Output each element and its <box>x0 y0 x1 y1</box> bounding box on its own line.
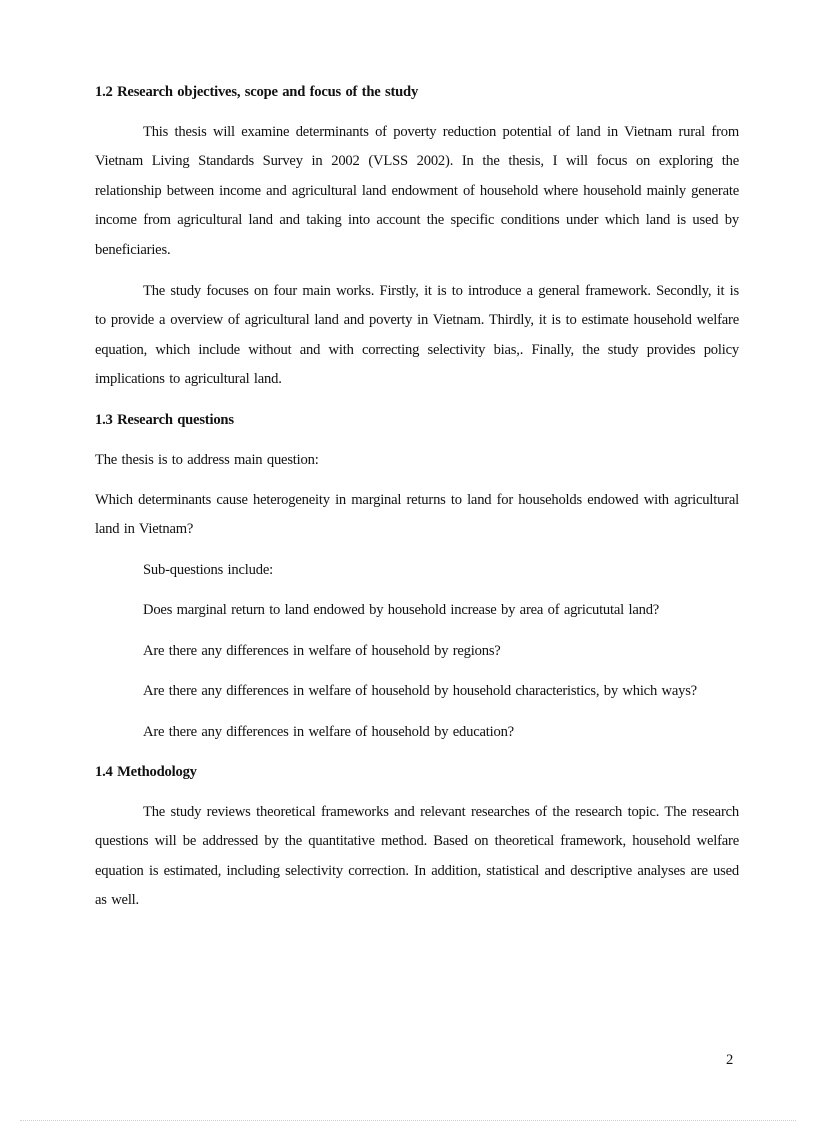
paragraph-questions-intro: The thesis is to address main question: <box>95 451 319 468</box>
sub-question-item: Are there any differences in welfare of household by education? <box>143 723 514 740</box>
paragraph-works: The study focuses on four main works. Firstly, it is to introduce a general framework. Secondly, it is to provide a overview of agricultural land and poverty in Vietnam. Thirdly, it is to estimate household welfare equation, which include without and with correcting selectivity bias,. Finally, the study provides policy implications to agricultural land. <box>95 283 739 388</box>
sub-question-item: Are there any differences in welfare of household by regions? <box>143 642 501 659</box>
paragraph-methodology: The study reviews theoretical frameworks and relevant researches of the research topic. The research questions will be addressed by the quantitative method. Based on theoretical framework, household welfare equation is estimated, including selectivity correction. In addition, statistical and descriptive analyses are used as well. <box>95 803 739 909</box>
sub-question-item: Are there any differences in welfare of household by household characteristics, by which ways? <box>143 683 697 700</box>
page-number: 2 <box>726 1052 734 1068</box>
page-bottom-divider <box>20 1120 796 1121</box>
section-heading-research-questions: 1.3 Research questions <box>95 411 234 428</box>
section-heading-objectives: 1.2 Research objectives, scope and focus of the study <box>95 84 419 100</box>
sub-question-item: Does marginal return to land endowed by household increase by area of agricututal land? <box>143 602 660 619</box>
paragraph-sub-questions-intro: Sub-questions include: <box>143 561 273 578</box>
section-heading-methodology: 1.4 Methodology <box>95 763 197 780</box>
paragraph-main-question: Which determinants cause heterogeneity in marginal returns to land for households endowed with agricultural land in Vietnam? <box>95 492 739 538</box>
page-content <box>95 78 739 916</box>
paragraph-objectives: This thesis will examine determinants of poverty reduction potential of land in Vietnam rural from Vietnam Living Standards Survey in 2002 (VLSS 2002). In the thesis, I will focus on exploring the relationship between income and agricultural land endowment of household where household mainly generate income from agricultural land and taking into account the specific conditions under which land is used by beneficiaries. <box>95 124 739 258</box>
